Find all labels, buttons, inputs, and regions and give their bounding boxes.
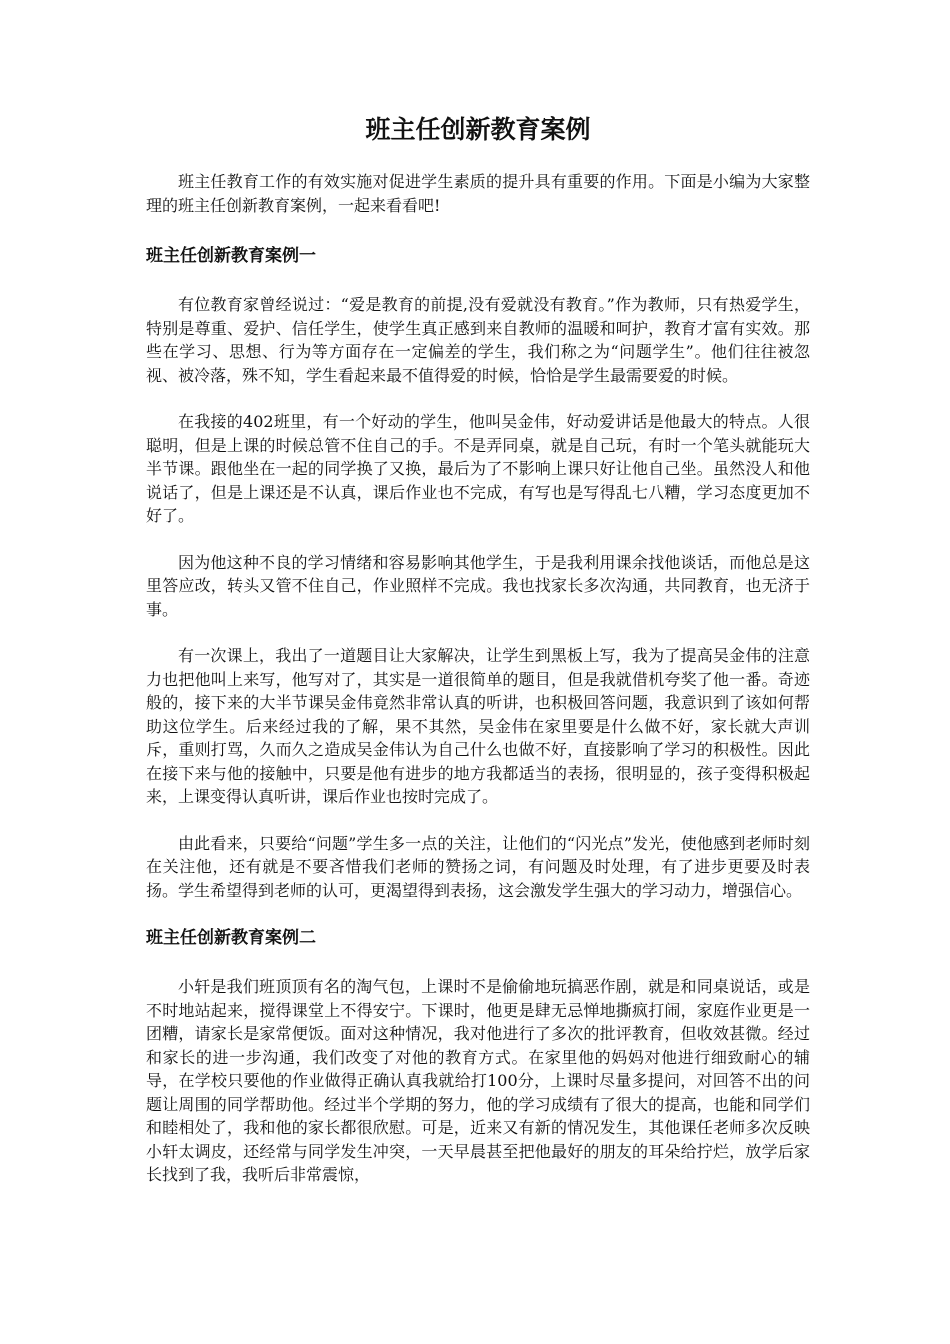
section-1 [146,243,810,902]
intro-paragraph: 班主任教育工作的有效实施对促进学生素质的提升具有重要的作用。下面是小编为大家整理的班主任创新教育案例，一起来看看吧! [146,172,810,215]
section-heading: 班主任创新教育案例一 [146,246,316,266]
body-paragraph: 有位教育家曾经说过：“爱是教育的前提,没有爱就没有教育。”作为教师，只有热爱学生，特别是尊重、爱护、信任学生，使学生真正感到来自教师的温暖和呵护，教育才富有实效。那些在学习、思想、行为等方面存在一定偏差的学生，我们称之为“问题学生”。他们往往被忽视、被冷落，殊不知，学生看起来最不值得爱的时候，恰恰是学生最需要爱的时候。 [146,295,810,385]
body-paragraph: 因为他这种不良的学习情绪和容易影响其他学生，于是我利用课余找他谈话，而他总是这里答应改，转头又管不住自己，作业照样不完成。我也找家长多次沟通，共同教育，也无济于事。 [146,552,810,619]
body-paragraph: 小轩是我们班顶顶有名的淘气包，上课时不是偷偷地玩搞恶作剧，就是和同桌说话，或是不时地站起来，搅得课堂上不得安宁。下课时，他更是肆无忌惮地撕疯打闹，家庭作业更是一团糟，请家长是家常便饭。面对这种情况，我对他进行了多次的批评教育，但收效甚微。经过和家长的进一步沟通，我们改变了对他的教育方式。在家里他的妈妈对他进行细致耐心的辅导，在学校只要他的作业做得正确认真我就给打100分，上课时尽量多提问，对回答不出的问题让周围的同学帮助他。经过半个学期的努力，他的学习成绩有了很大的提高，也能和同学们和睦相处了，我和他的家长都很欣慰。可是，近来又有新的情况发生，其他课任老师多次反映小轩太调皮，还经常与同学发生冲突，一天早晨甚至把他最好的朋友的耳朵给拧烂，放学后家长找到了我，我听后非常震惊， [146,977,810,1184]
body-paragraph: 有一次课上，我出了一道题目让大家解决，让学生到黑板上写，我为了提高吴金伟的注意力也把他叫上来写，他写对了，其实是一道很简单的题目，但是我就借机夸奖了他一番。奇迹般的，接下来的大半节课吴金伟竟然非常认真的听讲，也积极回答问题，我意识到了该如何帮助这位学生。后来经过我的了解，果不其然，吴金伟在家里要是什么做不好，家长就大声训斥，重则打骂，久而久之造成吴金伟认为自己什么也做不好，直接影响了学习的积极性。因此在接下来与他的接触中，只要是他有进步的地方我都适当的表扬，很明显的，孩子变得积极起来，上课变得认真听讲，课后作业也按时完成了。 [146,646,810,806]
document-title: 班主任创新教育案例 [365,115,591,144]
section-2 [146,925,810,1187]
body-paragraph: 在我接的402班里，有一个好动的学生，他叫吴金伟，好动爱讲话是他最大的特点。人很聪明，但是上课的时候总管不住自己的手。不是弄同桌，就是自己玩，有时一个笔头就能玩大半节课。跟他坐在一起的同学换了又换，最后为了不影响上课只好让他自己坐。虽然没人和他说话了，但是上课还是不认真，课后作业也不完成，有写也是写得乱七八糟，学习态度更加不好了。 [146,412,810,525]
body-paragraph: 由此看来，只要给“问题”学生多一点的关注，让他们的“闪光点”发光，使他感到老师时刻在关注他，还有就是不要吝惜我们老师的赞扬之词，有问题及时处理，有了进步更要及时表扬。学生希望得到老师的认可，更渴望得到表扬，这会激发学生强大的学习动力，增强信心。 [146,833,810,900]
section-heading: 班主任创新教育案例二 [146,928,316,948]
